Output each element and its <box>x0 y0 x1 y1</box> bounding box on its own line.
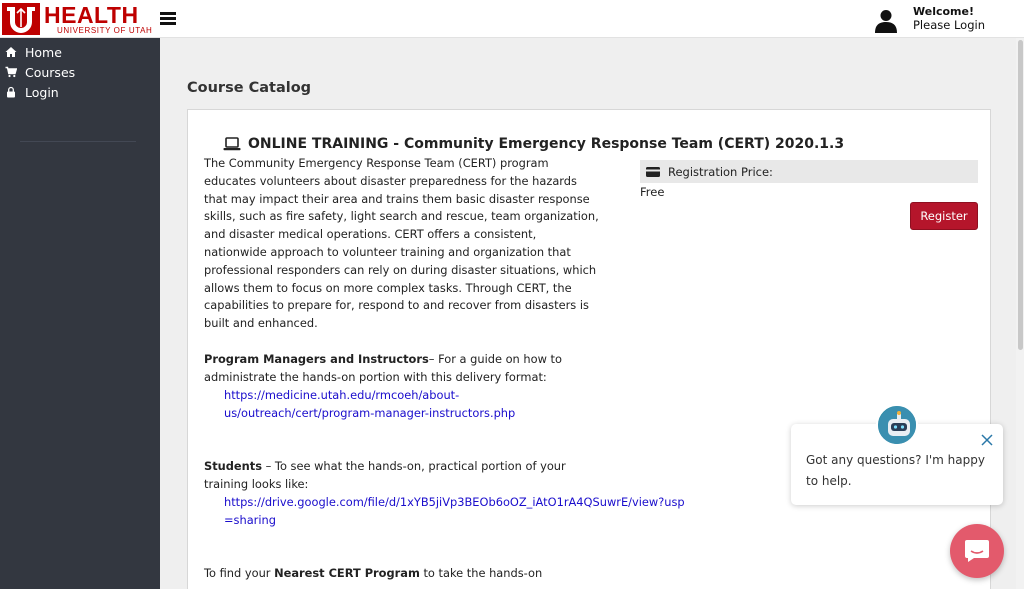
program-managers-text: – For a guide on how to administrate the hands-on portion with this delivery format: <box>204 352 562 384</box>
close-icon[interactable] <box>980 433 994 447</box>
nearest-program-heading: Nearest CERT Program <box>274 566 420 580</box>
students-video-link[interactable]: https://drive.google.com/file/d/1xYB5jiVp3BEOb6oOZ_iAtO1rA4QSuwrE/view?usp=sharing <box>224 495 685 527</box>
sidebar <box>0 38 160 589</box>
sidebar-item-home[interactable] <box>5 43 62 61</box>
course-description: The Community Emergency Response Team (CERT) program educates volunteers about disaster preparedness for the hazards that may impact their area and trains them basic disaster response skills, such as fire safety, light search and rescue, team organization, and disaster medical operations. CERT offers a consistent, nationwide approach to volunteer training and organization that professional responders can rely on during disaster situations, which allows them to focus on more complex tasks. Through CERT, the capabilities to prepare for, respond to and recover from disasters is built and enhanced. <box>204 156 599 331</box>
university-of-utah-health-logo[interactable] <box>0 0 160 38</box>
home-icon <box>5 46 17 58</box>
logo-wordmark: HEALTH <box>44 2 139 28</box>
registration-price-header <box>640 160 978 183</box>
welcome-text: Welcome! <box>913 5 974 18</box>
students-paragraph <box>204 458 599 494</box>
lock-icon <box>5 86 17 98</box>
chat-launcher-button[interactable] <box>950 524 1004 578</box>
logo-subtitle: UNIVERSITY OF UTAH <box>57 26 153 35</box>
sidebar-item-courses[interactable] <box>5 63 75 81</box>
chatbot-avatar-icon <box>876 404 918 446</box>
chat-bubble-icon <box>964 539 990 563</box>
students-heading: Students <box>204 459 262 473</box>
sidebar-item-label: Courses <box>25 64 76 80</box>
nearest-text: to take the hands-on <box>419 566 543 580</box>
sidebar-item-login[interactable] <box>5 83 59 101</box>
sidebar-item-label: Login <box>25 84 59 100</box>
program-manager-guide-link[interactable]: https://medicine.utah.edu/rmcoeh/about-us/outreach/cert/program-manager-instructors.php <box>224 388 516 420</box>
course-card <box>187 109 991 589</box>
user-icon[interactable] <box>875 9 897 33</box>
register-button[interactable]: Register <box>910 202 978 230</box>
program-managers-heading: Program Managers and Instructors <box>204 352 429 366</box>
menu-toggle-icon[interactable] <box>160 12 176 26</box>
laptop-icon <box>223 137 241 151</box>
students-text: – To see what the hands-on, practical portion of your training looks like: <box>204 459 566 491</box>
registration-price-value: Free <box>640 185 665 199</box>
please-login-link[interactable]: Please Login <box>913 18 985 32</box>
nearest-prefix: To find your <box>204 566 275 580</box>
page-title: Course Catalog <box>187 80 312 96</box>
cart-icon <box>5 66 17 78</box>
sidebar-divider <box>20 141 136 142</box>
chat-message: Got any questions? I'm happy to help. <box>806 453 985 488</box>
main-content <box>160 38 1024 589</box>
nearest-program-paragraph <box>204 565 599 583</box>
course-title <box>223 136 844 152</box>
top-header <box>0 0 1024 38</box>
page-scrollbar-thumb[interactable] <box>1018 40 1023 350</box>
credit-card-icon <box>646 167 660 177</box>
registration-price-label: Registration Price: <box>668 164 773 179</box>
u-block-logo-icon <box>2 3 40 35</box>
program-managers-paragraph <box>204 351 599 387</box>
sidebar-item-label: Home <box>25 44 62 60</box>
course-title-text: ONLINE TRAINING - Community Emergency Response Team (CERT) 2020.1.3 <box>248 136 845 152</box>
